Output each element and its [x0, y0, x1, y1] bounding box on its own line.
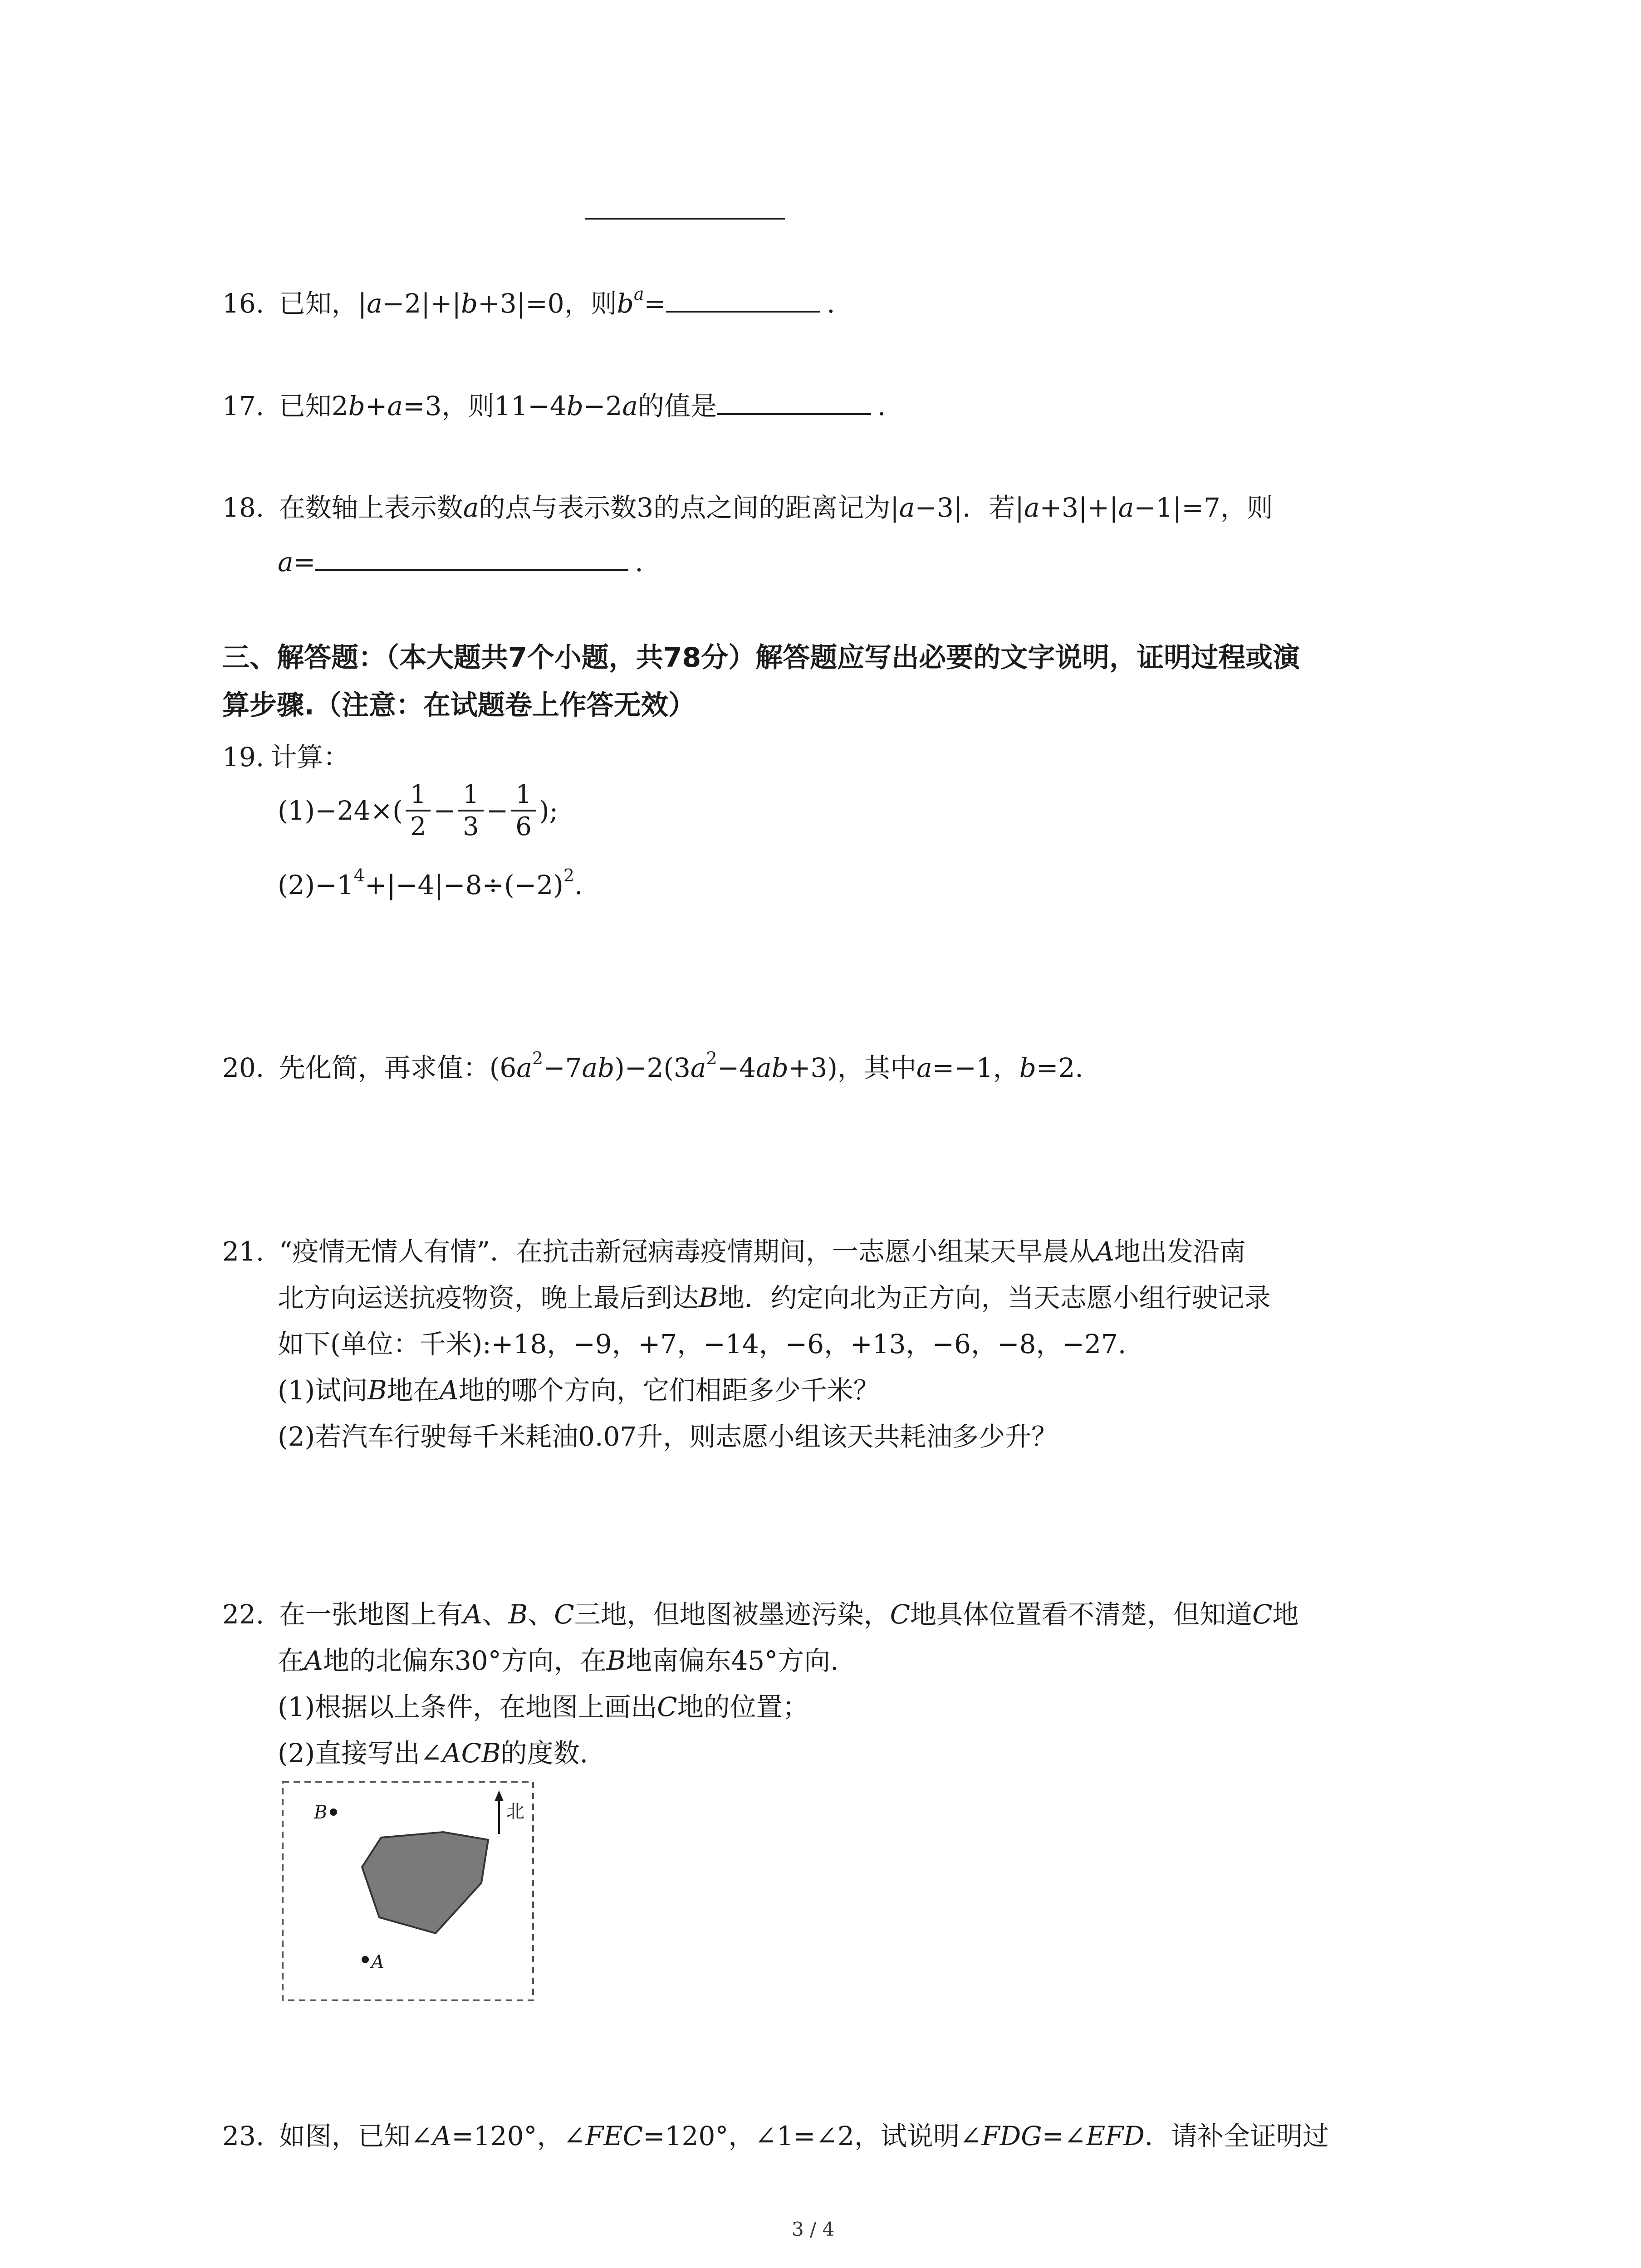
- question-22-part1: (1)根据以上条件，在地图上画出C地的位置；: [278, 1691, 809, 1722]
- question-21-part2: (2)若汽车行驶每千米耗油0.07升，则志愿小组该天共耗油多少升？: [278, 1421, 1058, 1452]
- point-b-marker[interactable]: [330, 1809, 337, 1816]
- question-22: 22. 在一张地图上有A、B、C三地，但地图被墨迹污染，C地具体位置看不清楚，但知道C地: [222, 1599, 1299, 1630]
- question-21: 21. “疫情无情人有情”．在抗击新冠病毒疫情期间，一志愿小组某天早晨从A地出发沿南: [222, 1236, 1246, 1267]
- section-heading-line2: 算步骤.（注意：在试题卷上作答无效）: [222, 689, 696, 721]
- answer-blank[interactable]: [585, 195, 785, 220]
- answer-blank[interactable]: [666, 291, 820, 313]
- question-number: 19.: [222, 742, 265, 772]
- question-18: 18. 在数轴上表示数a的点与表示数3的点之间的距离记为|a−3|．若|a+3|+|a−1|=7，则: [222, 492, 1273, 523]
- question-17: 17. 已知2b+a=3，则11−4b−2a的值是 .: [222, 391, 886, 421]
- answer-blank[interactable]: [315, 549, 628, 571]
- question-23: 23. 如图，已知∠A=120°，∠FEC=120°，∠1=∠2，试说明∠FDG=∠EFD．请补全证明过: [222, 2121, 1329, 2151]
- question-number: 20.: [222, 1052, 265, 1083]
- fraction: $\frac{1}{3}$: [458, 779, 484, 842]
- question-20: 20. 先化简，再求值：$(6a^2-7ab)-2(3a^2-4ab+3)$，其中a=−1，b=2.: [222, 1048, 1083, 1083]
- question-number: 23.: [222, 2121, 265, 2151]
- point-a-marker[interactable]: [362, 1956, 369, 1963]
- question-number: 18.: [222, 492, 265, 523]
- ink-stain: [362, 1832, 488, 1933]
- point-a-label: A: [371, 1952, 384, 1973]
- north-label: 北: [506, 1801, 524, 1822]
- question-19-part2: $(2)-1^4+|-4|-8\div(-2)^2$.: [278, 865, 583, 900]
- fraction: $\frac{1}{6}$: [511, 779, 536, 842]
- fraction: $\frac{1}{2}$: [406, 779, 431, 842]
- question-21-part1: (1)试问B地在A地的哪个方向，它们相距多少千米？: [278, 1375, 880, 1406]
- page-number: 3 / 4: [792, 2218, 835, 2240]
- question-22-part2: (2)直接写出∠ACB的度数.: [278, 1738, 588, 1769]
- question-21-line2: 北方向运送抗疫物资，晚上最后到达B地．约定向北为正方向，当天志愿小组行驶记录: [278, 1282, 1271, 1313]
- question-19-part1: (1)−24×( $\frac{1}{2}$ − $\frac{1}{3}$ − $\frac{1}{6}$ );: [278, 780, 558, 842]
- question-number: 17.: [222, 391, 265, 421]
- north-arrow-icon: [495, 1790, 504, 1801]
- question-number: 22.: [222, 1599, 265, 1630]
- question-number: 16.: [222, 288, 265, 319]
- question-19: 19. 计算：: [222, 742, 350, 772]
- question-18-line2: a= .: [278, 547, 643, 577]
- section-heading: 三、解答题：（本大题共7个小题，共78分）解答题应写出必要的文字说明，证明过程或演: [222, 642, 1300, 674]
- question-22-line2: 在A地的北偏东30°方向，在B地南偏东45°方向.: [278, 1645, 839, 1676]
- question-16: 16. 已知，|a−2|+|b+3|=0，则$b^a=$ .: [222, 284, 835, 319]
- question-number: 21.: [222, 1236, 265, 1267]
- question-21-line3: 如下(单位：千米):+18，−9，+7，−14，−6，+13，−6，−8，−27.: [278, 1329, 1127, 1359]
- answer-blank[interactable]: [717, 393, 871, 415]
- map-figure[interactable]: [281, 1780, 535, 2003]
- point-b-label: B: [314, 1802, 328, 1823]
